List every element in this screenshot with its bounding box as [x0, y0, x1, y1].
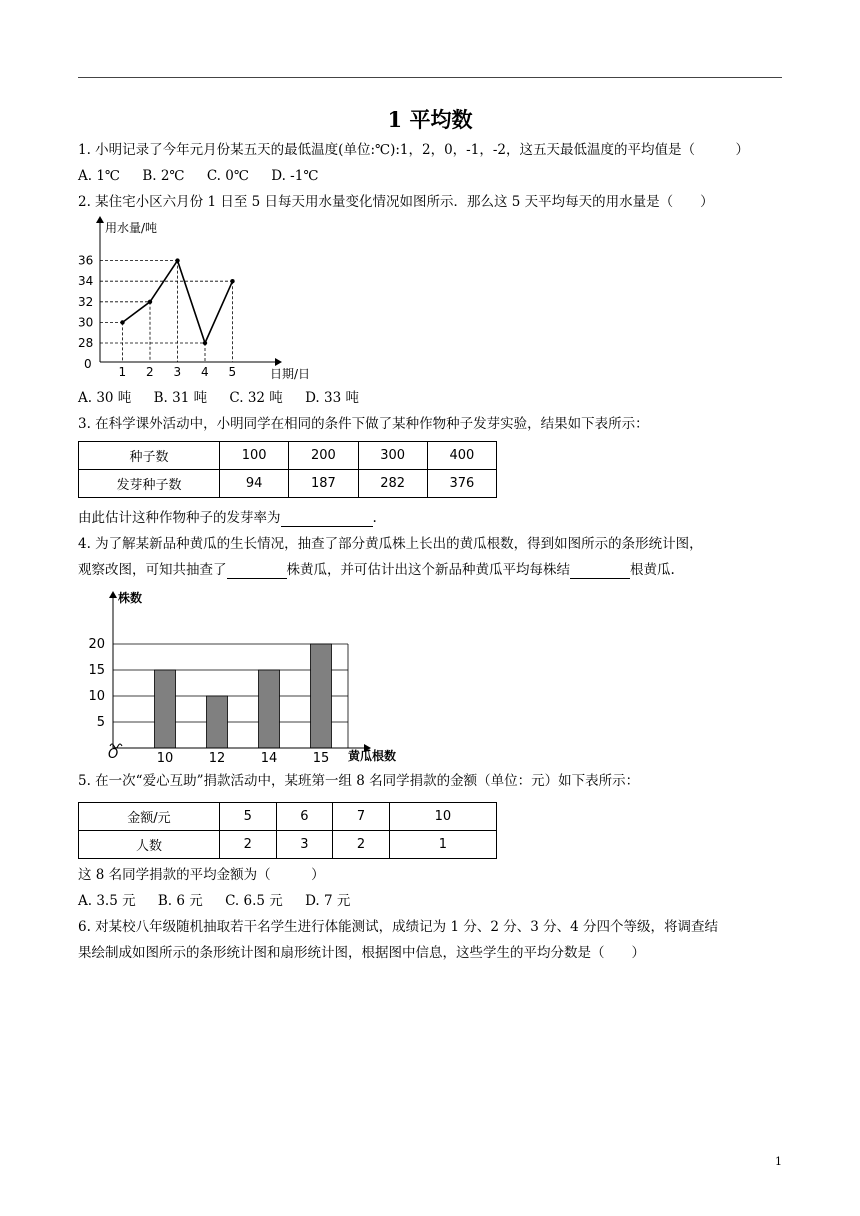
q3-answer-prefix: 由此估计这种作物种子的发芽率为 [78, 510, 281, 526]
x-axis-label: 日期/日 [270, 367, 311, 381]
x-tick-label: 4 [201, 365, 209, 379]
table-cell: 282 [358, 470, 427, 498]
q6-line1: 6. 对某校八年级随机抽取若干名学生进行体能测试，成绩记为 1 分、2 分、3 分、4 分四个等级，将调查结 [78, 919, 718, 935]
q1-option-c: C. 0℃ [206, 168, 249, 184]
q1-options [78, 167, 336, 185]
q2-option-d: D. 33 吨 [305, 390, 359, 406]
x-tick-label: 2 [146, 365, 154, 379]
y-axis-label: 用水量/吨 [105, 221, 158, 235]
q5-option-b: B. 6 元 [157, 893, 203, 909]
y-tick-label: 30 [78, 315, 94, 330]
table-cell: 5 [220, 803, 277, 831]
data-point [230, 279, 234, 283]
x-tick-label: 15 [312, 751, 330, 766]
page-number: 1 [775, 1155, 782, 1168]
bar [207, 696, 228, 748]
y-tick-label: 32 [78, 294, 94, 309]
q3-answer-suffix: . [372, 510, 377, 526]
table-cell: 6 [276, 803, 333, 831]
bar [311, 644, 332, 748]
data-point [175, 258, 179, 262]
q2-option-a: A. 30 吨 [78, 390, 132, 406]
q1-option-a: A. 1℃ [78, 168, 121, 184]
bar [155, 670, 176, 748]
donation-table [78, 802, 497, 859]
cucumber-bar-chart [78, 586, 418, 770]
y-tick-label: 20 [88, 637, 105, 652]
q5-question: 这 8 名同学捐款的平均金额为（ ） [78, 867, 325, 883]
page-title: 1 平均数 [387, 107, 473, 132]
table-cell: 100 [220, 442, 289, 470]
q3-answer-line [78, 509, 377, 527]
table-row [79, 470, 497, 498]
q5-option-d: D. 7 元 [305, 893, 351, 909]
q4-text-a: 观察改图，可知共抽查了 [78, 562, 227, 578]
q5-text: 5. 在一次“爱心互助”捐款活动中，某班第一组 8 名同学捐款的金额（单位：元）如下表所示： [78, 773, 640, 789]
q2-options [78, 389, 377, 407]
table-cell: 94 [220, 470, 289, 498]
table-row [79, 831, 497, 859]
answer-blank[interactable] [570, 564, 630, 579]
table-cell: 376 [427, 470, 496, 498]
table-cell: 10 [389, 803, 496, 831]
bar [259, 670, 280, 748]
table-row-label: 发芽种子数 [79, 470, 220, 498]
x-tick-label: 1 [118, 365, 127, 379]
q4-text-c: 根黄瓜. [630, 562, 675, 578]
table-row [79, 442, 497, 470]
q1-text: 1. 小明记录了今年元月份某五天的最低温度(单位:℃):1，2，0，-1，-2，这五天最低温度的平均值是（ ） [78, 142, 749, 158]
table-cell: 400 [427, 442, 496, 470]
q4-line1: 4. 为了解某新品种黄瓜的生长情况，抽查了部分黄瓜株上长出的黄瓜根数，得到如图所示的条形统计图， [78, 536, 703, 552]
table-row-label: 人数 [79, 831, 220, 859]
water-usage-line-chart [78, 212, 338, 384]
y-tick-label: 5 [96, 715, 105, 730]
data-point [203, 341, 207, 345]
q5-option-c: C. 6.5 元 [225, 893, 283, 909]
q5-option-a: A. 3.5 元 [78, 893, 136, 909]
y-axis-label: 株数 [118, 591, 143, 605]
x-tick-label: 3 [173, 365, 182, 379]
table-row-label: 种子数 [79, 442, 220, 470]
answer-blank[interactable] [281, 512, 373, 527]
data-point [120, 320, 124, 324]
y-tick-label: 15 [88, 663, 105, 678]
x-tick-label: 14 [260, 751, 278, 766]
q2-option-b: B. 31 吨 [153, 390, 208, 406]
y-tick-label: 10 [88, 689, 105, 704]
y-tick-label: 36 [78, 253, 94, 268]
data-point [148, 300, 152, 304]
q4-line2 [78, 561, 675, 579]
table-cell: 1 [389, 831, 496, 859]
answer-blank[interactable] [227, 564, 287, 579]
x-tick-label: 5 [228, 365, 237, 379]
q6-line2: 果绘制成如图所示的条形统计图和扇形统计图，根据图中信息，这些学生的平均分数是（ ） [78, 945, 645, 961]
q2-option-c: C. 32 吨 [229, 390, 283, 406]
origin-label: O [108, 747, 119, 762]
table-cell: 2 [220, 831, 277, 859]
x-axis-label: 黄瓜根数 [348, 749, 397, 763]
q5-options [78, 892, 368, 910]
q1-option-b: B. 2℃ [142, 168, 185, 184]
x-tick-label: 12 [208, 751, 226, 766]
table-cell: 3 [276, 831, 333, 859]
table-cell: 7 [333, 803, 390, 831]
table-cell: 200 [289, 442, 358, 470]
table-cell: 300 [358, 442, 427, 470]
table-cell: 187 [289, 470, 358, 498]
seed-table [78, 441, 497, 498]
header-rule [78, 77, 782, 78]
table-row [79, 803, 497, 831]
y-tick-label: 34 [78, 274, 94, 289]
y-tick-label: 28 [78, 336, 94, 350]
table-row-label: 金额/元 [79, 803, 220, 831]
table-cell: 2 [333, 831, 390, 859]
q1-option-d: D. -1℃ [271, 168, 319, 184]
q3-text: 3. 在科学课外活动中，小明同学在相同的条件下做了某种作物种子发芽实验，结果如下表所示： [78, 416, 649, 432]
q4-text-b: 株黄瓜，并可估计出这个新品种黄瓜平均每株结 [286, 562, 570, 578]
x-tick-label: 10 [156, 751, 174, 766]
q2-text: 2. 某住宅小区六月份 1 日至 5 日每天用水量变化情况如图所示．那么这 5 天平均每天的用水量是（ ） [78, 194, 714, 210]
origin-label: 0 [84, 357, 92, 371]
